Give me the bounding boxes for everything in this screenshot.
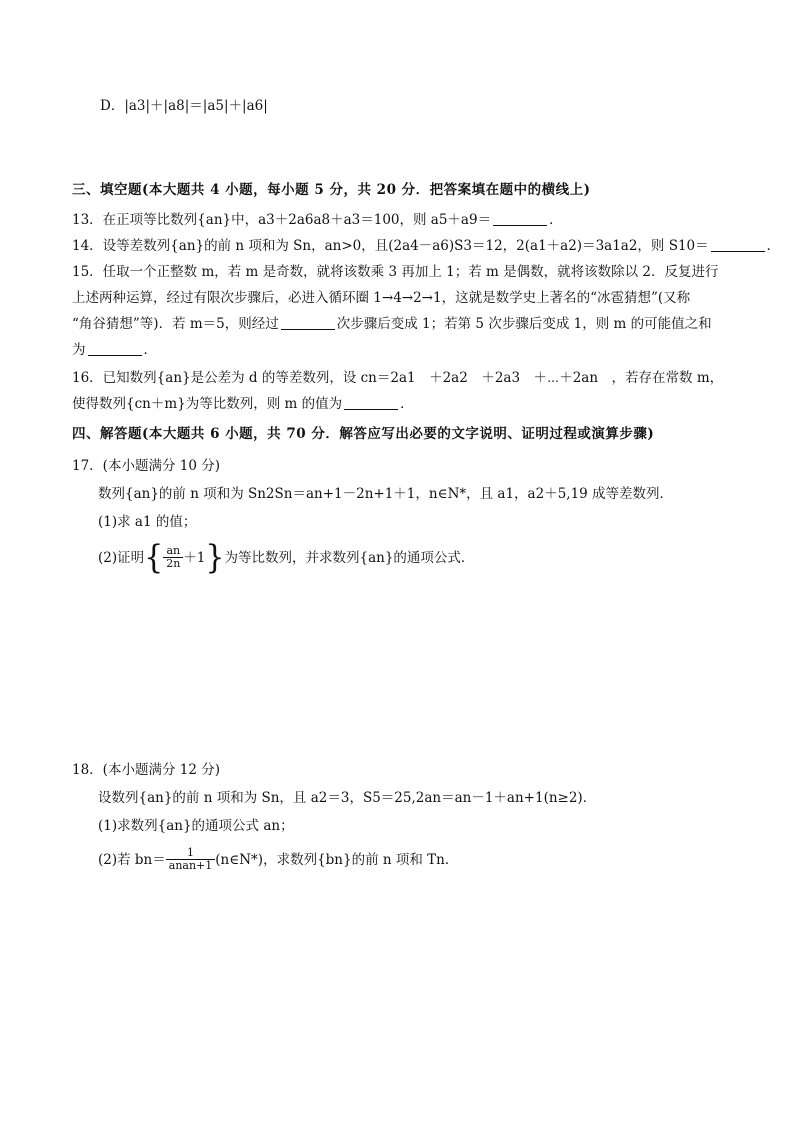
question-18-part-2 [98,842,458,877]
question-15-line-4a: 为 [72,342,86,358]
question-16-line-2b: ． [400,396,414,412]
question-17-part-1: (1)求 a1 的值； [98,514,197,530]
question-14-text: 14．设等差数列{an}的前 n 项和为 Sn，an>0，且(2a4－a6)S3＝12，2(a1＋a2)＝3a1a2，则 S10＝ [72,238,709,254]
question-17-title: 17．(本小题满分 10 分) [72,458,220,474]
fraction [166,847,216,872]
left-brace: { [144,537,164,577]
fraction-numerator: an [163,545,183,558]
question-15-line-3 [72,314,712,334]
question-13-text: 13．在正项等比数列{an}中，a3＋2a6a8＋a3＝100，则 a5＋a9＝ [72,212,492,228]
fraction [163,545,183,570]
option-d: D．|a3|＋|a8|＝|a5|＋|a6| [100,98,268,114]
question-14 [72,236,780,256]
question-16-line-2a: 使得数列{cn＋m}为等比数列，则 m 的值为 [72,396,343,412]
question-15-line-3a: “角谷猜想”等)．若 m＝5，则经过 [72,316,279,332]
question-15-line-1: 15．任取一个正整数 m，若 m 是奇数，就将该数乘 3 再加上 1；若 m 是偶数，就将该数除以 2．反复进行 [72,264,719,280]
question-17-part-2b: 为等比数列，并求数列{an}的通项公式． [224,549,475,566]
question-16-line-1: 16．已知数列{an}是公差为 d 的等差数列，设 cn＝2a1 ＋2a2 ＋2a3 ＋⋯＋2an ，若存在常数 m， [72,370,724,386]
question-15-line-3b: 次步骤后变成 1；若第 5 次步骤后变成 1，则 m 的可能值之和 [336,316,712,332]
question-18-part-2b: (n∈N*)，求数列{bn}的前 n 项和 Tn． [215,851,459,868]
question-18-part-1: (1)求数列{an}的通项公式 an； [98,818,294,834]
answer-blank[interactable] [344,395,398,410]
question-18-title: 18．(本小题满分 12 分) [72,762,220,778]
answer-blank[interactable] [711,237,765,252]
plus-one: ＋1 [183,549,206,566]
question-17-part-2a: (2)证明 [98,549,145,566]
section-4-heading: 四、解答题(本大题共 6 小题，共 70 分．解答应写出必要的文字说明、证明过程或演算步骤) [72,426,655,442]
question-15-line-4 [72,340,157,360]
section-3-heading: 三、填空题(本大题共 4 小题，每小题 5 分，共 20 分．把答案填在题中的横线上) [72,182,591,198]
question-18-part-2a: (2)若 bn＝ [98,851,166,868]
question-18-stem: 设数列{an}的前 n 项和为 Sn，且 a2＝3，S5＝25,2an＝an－1＋an+1(n≥2)． [98,790,597,806]
question-17-part-2 [98,537,475,577]
question-15-line-2: 上述两种运算，经过有限次步骤后，必进入循环圈 1→4→2→1，这就是数学史上著名的“冰雹猜想”(又称 [72,290,691,306]
question-17-stem: 数列{an}的前 n 项和为 Sn2Sn＝an+1－2n+1＋1，n∈N*，且 a1，a2＋5,19 成等差数列． [98,486,674,502]
question-13 [72,210,563,230]
answer-blank[interactable] [493,211,547,226]
question-15-line-4b: ． [143,342,157,358]
fraction-numerator: 1 [166,847,216,860]
fraction-denominator: anan+1 [168,859,213,872]
question-13-end: ． [549,212,563,228]
question-16-line-2 [72,394,414,414]
fraction-denominator: 2n [166,557,181,570]
question-14-end: ． [766,238,781,254]
right-brace: } [205,537,225,577]
answer-blank[interactable] [281,315,335,330]
answer-blank[interactable] [88,341,142,356]
